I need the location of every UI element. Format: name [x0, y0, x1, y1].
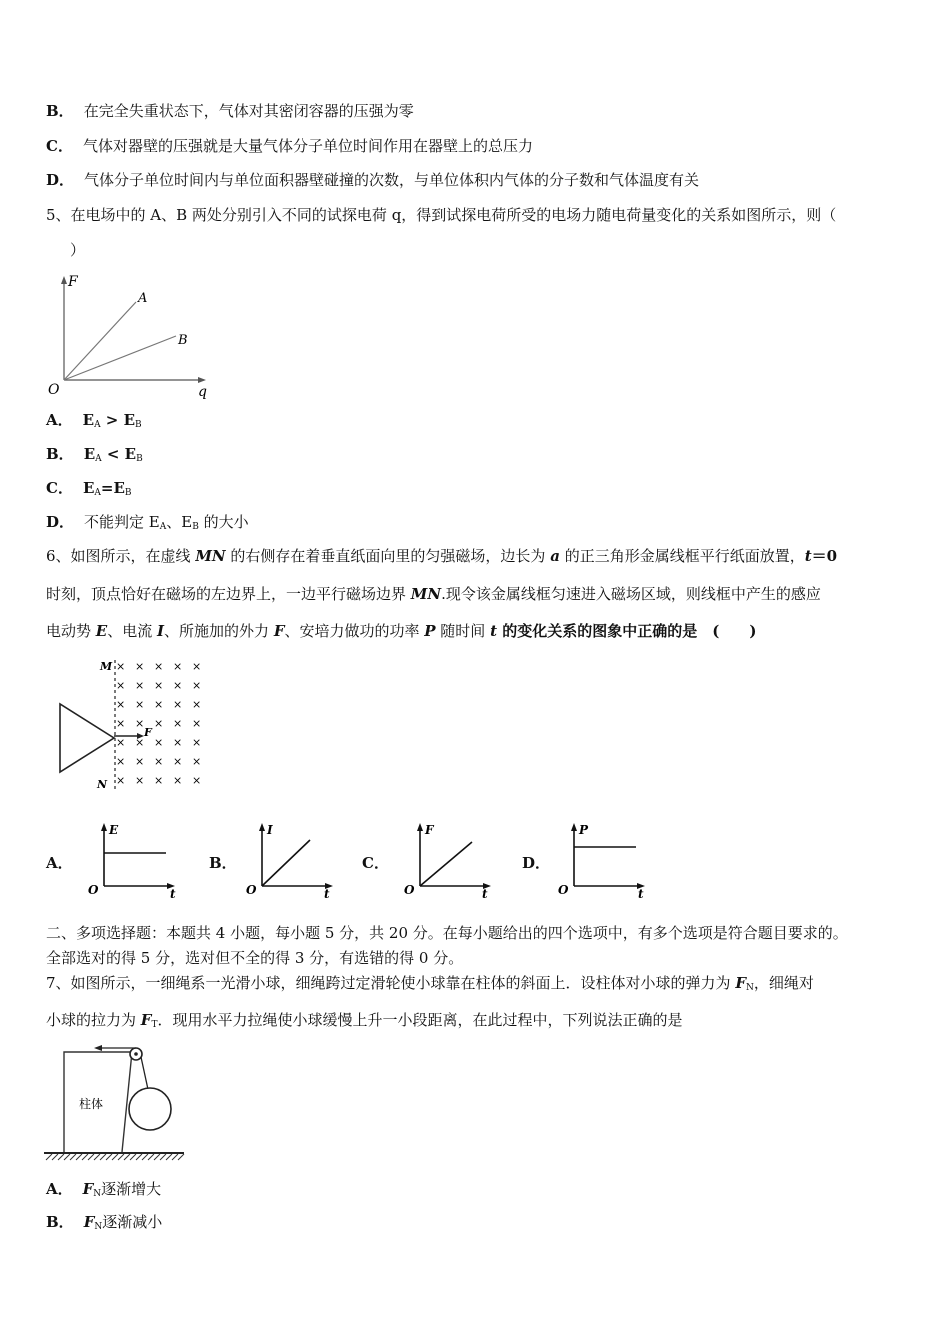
hatch-line: [130, 1154, 136, 1160]
x-axis-arrow: [198, 377, 206, 383]
var-p: P: [424, 622, 436, 640]
option-sub1: A: [94, 488, 101, 498]
graph-curve: [262, 840, 310, 886]
option-sub2: B: [135, 420, 142, 430]
y-label: E: [109, 823, 119, 837]
q5-option-d: [46, 512, 249, 537]
option-sub2: B: [124, 488, 132, 498]
y-label: I: [267, 823, 273, 837]
rope-pull-arrow: [94, 1045, 102, 1051]
hatch-line: [148, 1154, 154, 1160]
field-cross: ×: [116, 660, 126, 673]
q7-stem-line1: [46, 973, 814, 998]
option-label: B．: [46, 445, 74, 463]
option-sub: N: [94, 1222, 103, 1232]
hatch-line: [52, 1154, 58, 1160]
field-cross: ×: [173, 717, 183, 730]
hatch-line: [76, 1154, 82, 1160]
q4-option-c: [46, 136, 533, 156]
y-label: P: [579, 823, 589, 837]
var-e: E: [95, 622, 108, 640]
text: 7、如图所示，一细绳系一光滑小球，细绳跨过定滑轮使小球靠在柱体的斜面上．设柱体对小球的弹力为: [46, 974, 736, 992]
q5-option-c: [46, 478, 132, 503]
y-axis-arrow: [417, 823, 423, 831]
option-label: A．: [46, 1180, 73, 1198]
field-cross: ×: [192, 736, 202, 749]
q6-graph-b: [240, 818, 340, 898]
field-cross: ×: [173, 660, 183, 673]
field-cross: ×: [154, 736, 164, 749]
field-cross: ×: [154, 679, 164, 692]
hatch-line: [58, 1154, 64, 1160]
text: 、电流: [107, 622, 157, 640]
text: 电动势: [46, 622, 96, 640]
q7-stem-line2: [46, 1010, 682, 1035]
text: 的变化关系的图象中正确的是 ( ): [497, 622, 757, 640]
x-axis-label: q: [198, 384, 207, 400]
text: ．现用水平力拉绳使小球缓慢上升一小段距离，在此过程中，下列说法正确的是: [157, 1011, 683, 1029]
q6-graph-d-label: D．: [522, 854, 551, 872]
hatch-line: [178, 1154, 184, 1160]
field-cross: ×: [173, 736, 183, 749]
option-text: 在完全失重状态下，气体对其密闭容器的压强为零: [83, 102, 414, 120]
field-cross: ×: [192, 679, 202, 692]
q6-graph-d: [552, 818, 652, 898]
field-cross: ×: [116, 717, 126, 730]
hatch-line: [118, 1154, 124, 1160]
option-pre: E: [82, 411, 95, 429]
text: 的右侧存在着垂直纸面向里的匀强磁场，边长为: [225, 547, 551, 565]
column-label: 柱体: [79, 1097, 104, 1111]
y-axis-label: F: [68, 274, 78, 290]
option-sub1: A: [95, 454, 102, 464]
option-label: C．: [46, 137, 73, 155]
hatch-line: [112, 1154, 118, 1160]
hatch-line: [94, 1154, 100, 1160]
option-text: 逐渐减小: [102, 1213, 163, 1231]
field-cross: ×: [192, 717, 202, 730]
field-cross: ×: [135, 660, 145, 673]
var-f: F: [735, 974, 746, 992]
hatch-line: [88, 1154, 94, 1160]
field-cross: ×: [192, 698, 202, 711]
field-cross: ×: [135, 717, 145, 730]
q6-graph-c-label: C．: [362, 854, 389, 872]
hatch-line: [64, 1154, 70, 1160]
field-cross: ×: [173, 755, 183, 768]
option-sub: N: [93, 1189, 102, 1199]
q4-option-b: [46, 101, 414, 121]
var-i: I: [157, 622, 165, 640]
option-mid: 、E: [166, 513, 193, 531]
option-label: C．: [46, 479, 73, 497]
y-label: F: [425, 823, 434, 837]
option-pre: E: [82, 479, 95, 497]
field-cross: ×: [135, 679, 145, 692]
q7-option-b: [46, 1212, 162, 1237]
option-label: D．: [46, 171, 75, 189]
origin-label: O: [48, 382, 60, 398]
m-label: M: [100, 660, 113, 673]
section2-line2: 全部选对的得 5 分，选对但不全的得 3 分，有选错的得 0 分。: [46, 949, 464, 967]
ground-hatch: [46, 1154, 184, 1160]
option-pre: E: [83, 445, 96, 463]
o-label: O: [404, 883, 415, 897]
triangle-frame: [60, 704, 114, 772]
option-text: 逐渐增大: [101, 1180, 162, 1198]
option-pre: 不能判定 E: [84, 513, 160, 531]
option-sub1: A: [159, 522, 167, 532]
text: 、所施加的外力: [164, 622, 274, 640]
section2-line1: 二、多项选择题：本题共 4 小题，每小题 5 分，共 20 分。在每小题给出的四个选项中，有多个选项是符合题目要求的。: [46, 924, 848, 942]
text: ＝0: [811, 547, 838, 565]
text: 6、如图所示，在虚线: [46, 547, 196, 565]
option-label: A．: [46, 411, 73, 429]
hatch-line: [124, 1154, 130, 1160]
o-label: O: [246, 883, 257, 897]
x-label: t: [482, 887, 488, 898]
q5-force-charge-graph: [44, 272, 214, 402]
y-axis-arrow: [259, 823, 265, 831]
option-sub2: B: [192, 522, 199, 532]
q5-stem: 5、在电场中的 A、B 两处分别引入不同的试探电荷 q，得到试探电荷所受的电场力随电荷量变化的关系如图所示，则（: [46, 206, 837, 224]
field-cross: ×: [154, 755, 164, 768]
q5-stem-end: ）: [70, 241, 86, 259]
text: 时刻，顶点恰好在磁场的左边界上，一边平行磁场边界: [46, 585, 411, 603]
var-t: t: [804, 547, 812, 565]
field-cross: ×: [192, 755, 202, 768]
hatch-line: [166, 1154, 172, 1160]
var-mn: MN: [195, 547, 226, 565]
option-post: 的大小: [198, 513, 249, 531]
field-cross: ×: [116, 679, 126, 692]
q6-stem-line3: [46, 621, 756, 641]
option-mid: =E: [100, 479, 125, 497]
q6-stem-line1: [46, 546, 837, 566]
hatch-line: [154, 1154, 160, 1160]
x-label: t: [638, 887, 644, 898]
hatch-line: [100, 1154, 106, 1160]
text: .现令该金属线框匀速进入磁场区域，则线框中产生的感应: [441, 585, 821, 603]
hatch-line: [70, 1154, 76, 1160]
hatch-line: [172, 1154, 178, 1160]
option-mid: < E: [101, 445, 137, 463]
ball: [129, 1088, 171, 1130]
field-cross: ×: [154, 774, 164, 787]
option-var: F: [82, 1180, 94, 1198]
q7-pulley-figure: [44, 1036, 189, 1166]
field-cross: ×: [154, 698, 164, 711]
text: 、安培力做功的功率: [284, 622, 425, 640]
x-label: t: [324, 887, 330, 898]
pulley-axle: [134, 1052, 138, 1056]
field-cross: ×: [135, 736, 145, 749]
hatch-line: [46, 1154, 52, 1160]
x-label: t: [170, 887, 176, 898]
magnetic-field-crosses: [116, 660, 201, 787]
field-cross: ×: [154, 660, 164, 673]
graph-curve: [420, 842, 472, 886]
option-text: 气体分子单位时间内与单位面积器壁碰撞的次数，与单位体积内气体的分子数和气体温度有关: [84, 171, 700, 189]
text: 的正三角形金属线框平行纸面放置，: [559, 547, 805, 565]
o-label: O: [88, 883, 99, 897]
hatch-line: [106, 1154, 112, 1160]
hatch-line: [160, 1154, 166, 1160]
q5-option-a: [46, 410, 142, 435]
field-cross: ×: [154, 717, 164, 730]
line-b-label: B: [178, 333, 188, 348]
field-cross: ×: [192, 660, 202, 673]
q5-option-b: [46, 444, 143, 469]
var-a: a: [550, 547, 560, 565]
text: 小球的拉力为: [46, 1011, 141, 1029]
q6-graph-c: [398, 818, 498, 898]
option-text: 气体对器壁的压强就是大量气体分子单位时间作用在器壁上的总压力: [82, 137, 533, 155]
field-cross: ×: [116, 774, 126, 787]
sub-t: T: [151, 1020, 158, 1030]
option-var: F: [83, 1213, 95, 1231]
field-cross: ×: [116, 736, 126, 749]
var-t: t: [490, 622, 498, 640]
field-cross: ×: [173, 679, 183, 692]
option-mid: > E: [100, 411, 136, 429]
option-label: B．: [46, 1213, 74, 1231]
field-cross: ×: [192, 774, 202, 787]
var-f: F: [140, 1011, 152, 1029]
line-a-label: A: [138, 291, 148, 306]
hatch-line: [142, 1154, 148, 1160]
q6-graph-a: [82, 818, 182, 898]
q6-stem-line2: [46, 584, 821, 604]
y-axis-arrow: [571, 823, 577, 831]
q6-magnetic-field-figure: [52, 652, 222, 797]
line-a: [64, 302, 136, 380]
var-mn: MN: [410, 585, 442, 603]
field-cross: ×: [135, 698, 145, 711]
q6-graph-a-label: A．: [46, 854, 73, 872]
y-axis-arrow: [61, 276, 67, 284]
option-sub2: B: [136, 454, 143, 464]
o-label: O: [558, 883, 569, 897]
q4-option-d: [46, 170, 699, 190]
ground-line: [44, 1152, 184, 1154]
field-cross: ×: [173, 774, 183, 787]
line-b: [64, 336, 176, 380]
text: 随时间: [435, 622, 491, 640]
text: ，细绳对: [753, 974, 814, 992]
var-f: F: [273, 622, 285, 640]
sub-n: N: [745, 983, 754, 993]
field-cross: ×: [135, 755, 145, 768]
n-label: N: [97, 778, 108, 791]
force-label: F: [144, 726, 152, 739]
field-cross: ×: [116, 755, 126, 768]
field-cross: ×: [135, 774, 145, 787]
y-axis-arrow: [101, 823, 107, 831]
q7-option-a: [46, 1179, 161, 1204]
field-cross: ×: [173, 698, 183, 711]
field-cross: ×: [116, 698, 126, 711]
option-label: B．: [46, 102, 74, 120]
option-sub1: A: [94, 420, 101, 430]
hatch-line: [136, 1154, 142, 1160]
hatch-line: [82, 1154, 88, 1160]
q6-graph-b-label: B．: [209, 854, 237, 872]
option-label: D．: [46, 513, 75, 531]
